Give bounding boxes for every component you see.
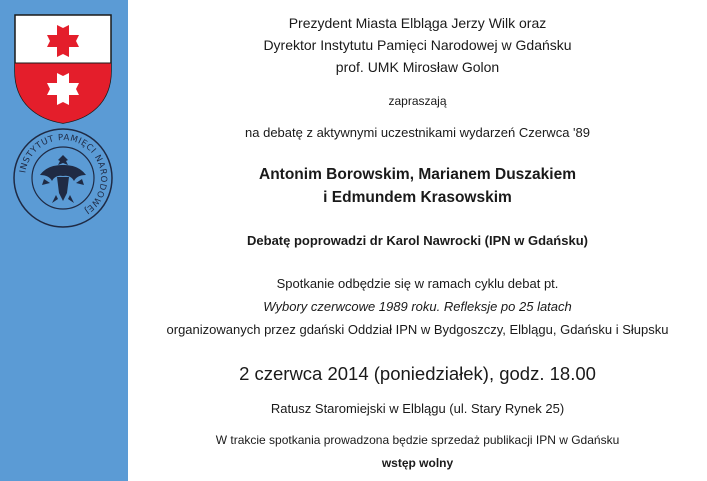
host-line-3: prof. UMK Mirosław Golon (335, 59, 500, 75)
moderator-line: Debatę poprowadzi dr Karol Nawrocki (IPN w Gdańsku) (247, 233, 588, 248)
participants-line-2: i Edmundem Krasowskim (323, 189, 512, 206)
invite-word: zapraszają (388, 94, 447, 108)
cycle-line-1: Spotkanie odbędzie się w ramach cyklu debat pt. (276, 276, 559, 291)
invitation-text (128, 0, 707, 481)
host-line-1: Prezydent Miasta Elbląga Jerzy Wilk oraz (288, 15, 547, 31)
admission: wstęp wolny (381, 456, 454, 470)
venue: Ratusz Staromiejski w Elblągu (ul. Stary Rynek 25) (270, 401, 565, 416)
cycle-line-3: organizowanych przez gdański Oddział IPN w Bydgoszczy, Elblągu, Gdańsku i Słupsku (166, 322, 669, 337)
blue-sidebar (0, 0, 128, 481)
sales-note: W trakcie spotkania prowadzona będzie sprzedaż publikacji IPN w Gdańsku (215, 433, 620, 447)
cycle-title: Wybory czerwcowe 1989 roku. Refleksje po 25 latach (263, 299, 572, 314)
debate-intro: na debatę z aktywnymi uczestnikami wydarzeń Czerwca '89 (245, 125, 590, 140)
ipn-emblem (12, 127, 114, 229)
host-line-2: Dyrektor Instytutu Pamięci Narodowej w Gdańsku (263, 37, 572, 53)
participants-line-1: Antonim Borowskim, Marianem Duszakiem (259, 166, 576, 183)
event-date-time: 2 czerwca 2014 (poniedziałek), godz. 18.00 (239, 363, 596, 384)
elblag-coat-of-arms (13, 13, 113, 125)
svg-text:INSTYTUT PAMIĘCI NARODOWEJ: INSTYTUT PAMIĘCI NARODOWEJ (18, 132, 109, 216)
